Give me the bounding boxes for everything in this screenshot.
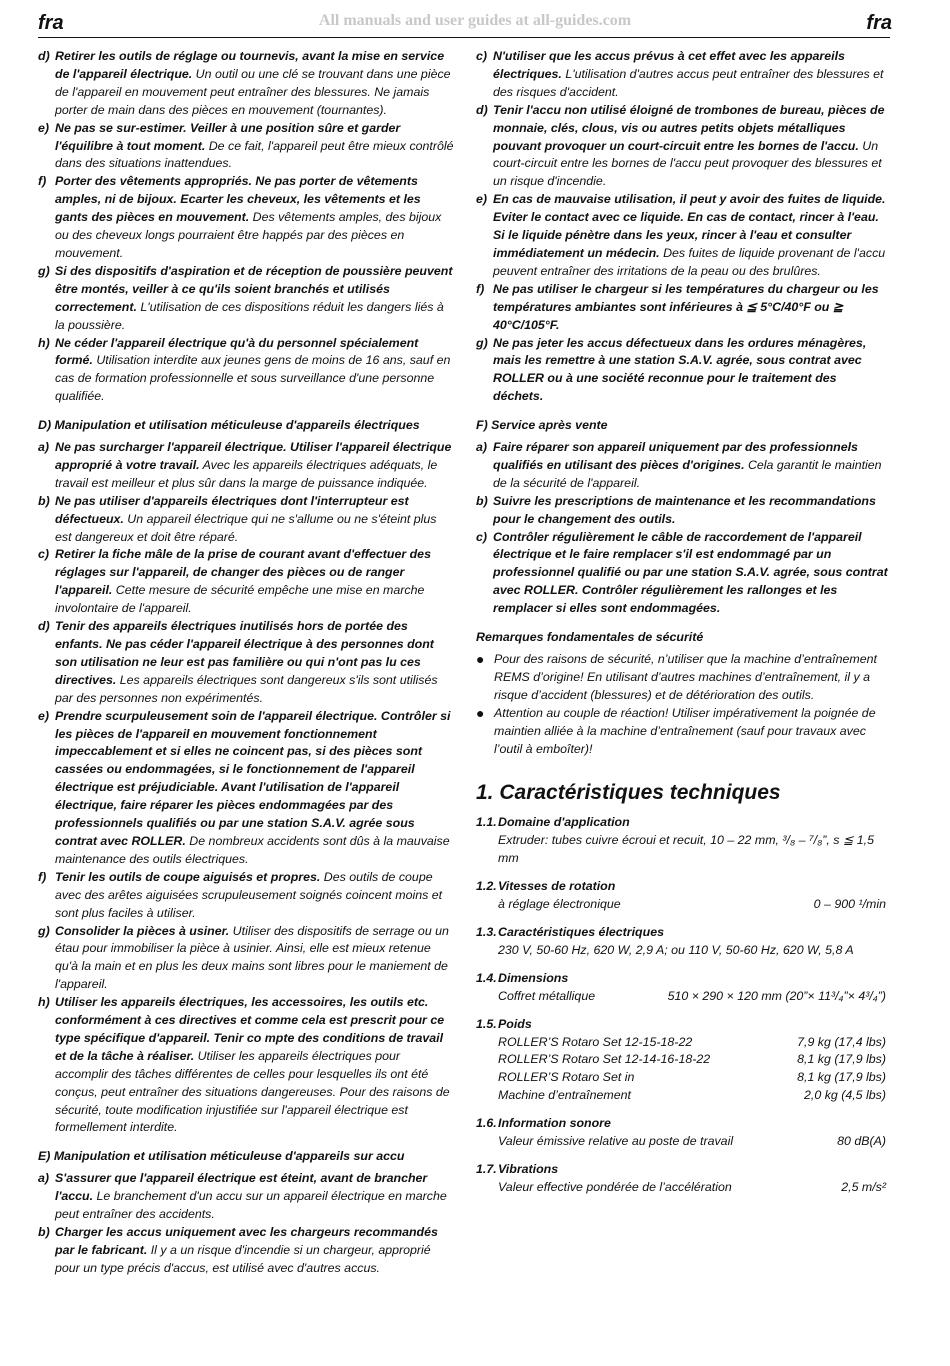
item-label: a): [38, 1171, 50, 1186]
bullet-icon: ●: [476, 704, 485, 721]
spec-row: [476, 896, 890, 914]
spec-heading: [476, 1161, 890, 1179]
spec-key: Machine d’entraînement: [498, 1088, 631, 1103]
safety-list-d: [38, 439, 456, 1137]
spec-row: [476, 1133, 890, 1151]
item-bold-text: Ne pas utiliser d'appareils électriques dont l'interrupteur est défectueux.: [55, 493, 409, 526]
item-text: Avec les appareils électriques adéquats, le travail est meilleur et plus sûr dans la marge de puissance indiquée.: [55, 457, 438, 490]
header-divider: [38, 37, 890, 38]
item-body: [493, 281, 890, 335]
item-bold-text: Ne pas surcharger l'appareil électrique. Utiliser l'appareil électrique approprié à votre travail.: [55, 440, 452, 472]
item-bold-text: S'assurer que l'appareil électrique est éteint, avant de brancher l'accu.: [55, 1171, 428, 1204]
item-label: f): [476, 281, 485, 296]
item-body: [55, 923, 456, 995]
safety-item: [38, 546, 456, 618]
spec-dimensions: [476, 970, 890, 1006]
spec-row: [476, 988, 890, 1006]
spec-key: ROLLER’S Rotaro Set 12-15-18-22: [498, 1034, 693, 1049]
section-heading-f: F) Service après vente: [476, 418, 608, 433]
item-label: f): [38, 869, 47, 884]
section-heading-e: E) Manipulation et utilisation méticuleuse d'appareils sur accu: [38, 1149, 405, 1164]
item-label: c): [476, 49, 488, 63]
item-body: [55, 439, 456, 493]
spec-heading: [476, 924, 890, 942]
spec-title: Vibrations: [498, 1161, 559, 1176]
safety-item: [38, 335, 456, 407]
spec-value: Extruder: tubes cuivre écroui et recuit, 10 – 22 mm, ³/₈ – ⁷/₈”, s ≦ 1,5 mm: [498, 833, 874, 866]
spec-heading: [476, 1115, 890, 1133]
spec-value: 8,1 kg (17,9 lbs): [797, 1070, 886, 1085]
item-text: De nombreux accidents sont dûs à la mauvaise maintenance des outils électriques.: [55, 833, 450, 866]
spec-row: [476, 1051, 890, 1069]
spec-value: 8,1 kg (17,9 lbs): [797, 1052, 886, 1067]
safety-item: [38, 708, 456, 869]
item-text: Un court-circuit entre les bornes de l'accu peut provoquer des blessures et un risque d'incendie.: [493, 138, 882, 189]
spec-heading: [476, 970, 890, 988]
item-label: d): [476, 102, 488, 117]
item-text: Utiliser les appareils électriques pour accomplir des tâches différentes de celles pour lesquelles ils ont été conçus, peut entraîner des situations dangereuses. Pour des raisons de sécurité, toute modification injustifiée sur l'appareil électrique est formellement interdite.: [55, 1048, 450, 1135]
item-label: b): [38, 1225, 50, 1239]
safety-item: [38, 923, 456, 995]
spec-row: [476, 1069, 890, 1087]
item-body: [55, 1224, 456, 1278]
item-text: Un outil ou une clé se trouvant dans une pièce de l'appareil en mouvement peut entraîner des blessures. Ne jamais porter de main dans des pièces en mouvement (tournantes).: [55, 66, 451, 117]
item-label: h): [38, 335, 50, 350]
item-bold-text: Tenir l'accu non utilisé éloigné de trombones de bureau, pièces de monnaie, clés, clous, vis ou autres petits objets métalliques pouvant provoquer un court-circuit entre les bornes de l'accu.: [493, 102, 885, 153]
item-bold-text: Ne pas utiliser le chargeur si les températures du chargeur ou les températures ambiantes sont inférieures à ≦ 5°C/40°F ou ≧ 40°C/105°F.: [493, 281, 879, 332]
safety-item: [38, 1170, 456, 1224]
remark-item: [476, 705, 890, 759]
item-label: b): [476, 493, 488, 508]
spec-title: Caractéristiques électriques: [498, 924, 664, 939]
item-body: [55, 618, 456, 708]
item-text: Utiliser des dispositifs de serrage ou un étau pour immobiliser la pièce à usinier. Ainsi, elle est mieux retenue qu'à la main et en plus les deux mains sont libres pour le maniement de l'appareil.: [55, 923, 449, 992]
language-label-right: fra: [866, 12, 892, 34]
spec-heading: [476, 814, 890, 832]
item-label: g): [38, 263, 50, 278]
spec-title: Domaine d'application: [498, 815, 630, 830]
spec-row: [476, 1034, 890, 1052]
item-bold-text: Contrôler régulièrement le câble de raccordement de l'appareil électrique et le faire remplacer s'il est endommagé par un professionnel qualifié ou par une station S.A.V. agrée, sous contrat avec ROLLER. Contrôler régulièrement les rallonges et les remplacer si elles sont endommagées.: [493, 529, 888, 616]
item-text: Un appareil électrique qui ne s'allume ou ne s'éteint plus est dangereux et doit être réparé.: [55, 511, 437, 544]
safety-list-e-continued: [476, 48, 890, 406]
safety-item: [38, 48, 456, 120]
safety-item: [38, 869, 456, 923]
safety-item: [38, 493, 456, 547]
item-label: h): [38, 995, 50, 1010]
item-body: [55, 546, 456, 618]
language-label-left: fra: [38, 12, 64, 34]
safety-item: [476, 335, 890, 407]
spec-key: ROLLER’S Rotaro Set 12-14-16-18-22: [498, 1052, 711, 1067]
safety-item: [38, 173, 456, 263]
item-text: Les appareils électriques sont dangereux s'ils sont utilisés par des personnes non expérimentés.: [55, 672, 438, 705]
item-label: a): [38, 440, 50, 455]
item-body: [493, 493, 890, 529]
item-bold-text: Si des dispositifs d'aspiration et de réception de poussière peuvent être montés, veiller à ce qu'ils soient branchés et utilisés correctement.: [55, 263, 453, 314]
item-text: L'utilisation de ces dispositions réduit les dangers liés à la poussière.: [55, 299, 444, 332]
safety-list-e: [38, 1170, 456, 1277]
safety-item: [476, 281, 890, 335]
item-bold-text: Tenir des appareils électriques inutilisés hors de portée des enfants. Ne pas céder l'appareil électrique à des personnes dont son utilisation ne leur est pas familière ou qui n'ont pas lu ces directives.: [55, 619, 434, 687]
item-label: c): [38, 547, 50, 562]
spec-weight: [476, 1016, 890, 1106]
safety-item: [38, 1224, 456, 1278]
item-label: d): [38, 49, 50, 63]
item-label: c): [476, 529, 488, 544]
item-bold-text: Porter des vêtements appropriés. Ne pas porter de vêtements amples, ni de bijoux. Ecarter les cheveux, les vêtements et les gants des pièces en mouvement.: [55, 174, 421, 225]
spec-number: 1.1.: [476, 815, 497, 830]
spec-key: Coffret métallique: [498, 988, 596, 1003]
item-bold-text: N'utiliser que les accus prévus à cet effet avec les appareils électriques.: [493, 49, 845, 81]
item-body: [493, 48, 890, 102]
item-text: De ce fait, l'appareil peut être mieux contrôlé dans des situations inattendues.: [55, 138, 454, 171]
remark-text: Attention au couple de réaction! Utiliser impérativement la poignée de maintien alliée à la machine d’entraînement (sauf pour travaux avec l’outil à emboîter)!: [494, 705, 876, 756]
item-body: [55, 1170, 456, 1224]
safety-list-c: [38, 48, 456, 406]
item-text: Il y a un risque d'incendie si un chargeur, approprié pour un type précis d'accus, est utilisé avec d'autres accus.: [55, 1242, 431, 1275]
item-bold-text: Suivre les prescriptions de maintenance et les recommandations pour le changement des outils.: [493, 493, 876, 526]
spec-number: 1.5.: [476, 1016, 497, 1031]
spec-number: 1.4.: [476, 970, 497, 985]
item-text: Des fuites de liquide provenant de l'accu peuvent entraîner des irritations de la peau ou des brulûres.: [493, 245, 886, 278]
watermark: All manuals and user guides at all-guides.com: [318, 12, 632, 29]
spec-row: [476, 1087, 890, 1105]
item-bold-text: Retirer les outils de réglage ou tournevis, avant la mise en service de l'appareil électrique.: [55, 49, 445, 81]
item-text: Utilisation interdite aux jeunes gens de moins de 16 ans, sauf en cas de formation professionnelle et sous surveillance d'une personne qualifiée.: [55, 353, 451, 404]
item-bold-text: Ne pas se sur-estimer. Veiller à une position sûre et garder l'équilibre à tout moment.: [55, 120, 401, 153]
safety-item: [38, 120, 456, 174]
item-label: e): [38, 708, 50, 723]
spec-value: 510 × 290 × 120 mm (20”× 11³/₄”× 4³/₄”): [667, 988, 886, 1003]
item-bold-text: Faire réparer son appareil uniquement par des professionnels qualifiés en utilisant des pièces d'origines.: [493, 440, 858, 472]
item-label: a): [476, 440, 488, 455]
item-bold-text: Charger les accus uniquement avec les chargeurs recommandés par le fabricant.: [55, 1225, 438, 1257]
item-body: [493, 439, 890, 493]
section-heading-d: D) Manipulation et utilisation méticuleuse d'appareils électriques: [38, 418, 420, 433]
right-column: [476, 48, 890, 1197]
spec-value: 0 – 900 ¹/min: [813, 897, 886, 912]
spec-value: 7,9 kg (17,4 lbs): [797, 1034, 886, 1049]
item-text: Des outils de coupe avec des arêtes aiguisées scrupuleusement soignés coincent moins et sont plus faciles à utiliser.: [55, 869, 443, 920]
bullet-icon: ●: [476, 651, 485, 667]
spec-value: 80 dB(A): [837, 1134, 886, 1149]
safety-item: [38, 994, 456, 1137]
spec-number: 1.7.: [476, 1161, 497, 1176]
item-body: [55, 493, 456, 547]
item-body: [493, 529, 890, 619]
spec-title: Vitesses de rotation: [498, 879, 616, 894]
item-label: b): [38, 493, 50, 508]
item-label: d): [38, 619, 50, 634]
item-label: f): [38, 174, 47, 189]
item-bold-text: Retirer la fiche mâle de la prise de courant avant d'effectuer des réglages sur l'appareil, de changer des pièces ou de ranger l'appareil.: [55, 547, 431, 598]
item-bold-text: Prendre scurpuleusement soin de l'appareil électrique. Contrôler si les pièces de l'appareil en mouvement fonctionnement impeccablement et si elles ne coincent pas, si des pièces sont cassées ou endommagées, si le fonctionnement de l'appareil électrique est préjudiciable. Avant l'utilisation de l'appareil électrique, faire réparer les pièces endommagées par des professionnels qualifiés ou par une station S.A.V. agrée sous contrat avec ROLLER.: [55, 708, 451, 848]
item-bold-text: Tenir les outils de coupe aiguisés et propres.: [55, 869, 321, 884]
spec-title: Information sonore: [498, 1116, 611, 1131]
spec-rotation-speed: [476, 878, 890, 914]
safety-item: [476, 529, 890, 619]
spec-application: [476, 814, 890, 868]
spec-heading: [476, 878, 890, 896]
spec-title: Poids: [498, 1016, 532, 1031]
safety-item: [476, 493, 890, 529]
item-body: [55, 869, 456, 923]
remarks-heading: Remarques fondamentales de sécurité: [476, 630, 704, 645]
item-bold-text: En cas de mauvaise utilisation, il peut y avoir des fuites de liquide. Eviter le contact avec ce liquide. En cas de contact, rincer à l'eau. Si le liquide pénètre dans les yeux, rincer à l'eau et consulter immédiatement un médecin.: [493, 192, 886, 260]
safety-item: [476, 191, 890, 281]
safety-list-f: [476, 439, 890, 618]
item-body: [55, 708, 456, 869]
safety-item: [38, 263, 456, 335]
spec-vibrations: [476, 1161, 890, 1197]
item-text: Cela garantit le maintien de la sécurité de l'appareil.: [493, 457, 882, 490]
spec-key: à réglage électronique: [498, 897, 621, 912]
spec-value: 2,0 kg (4,5 lbs): [804, 1088, 886, 1103]
safety-item: [476, 102, 890, 192]
remark-item: [476, 651, 890, 705]
item-bold-text: Ne pas jeter les accus défectueux dans les ordures ménagères, mais les remettre à une station S.A.V. agrée, sous contrat avec ROLLER ou à une société reconnue pour le traitement des déchets.: [493, 335, 867, 404]
spec-number: 1.2.: [476, 879, 497, 894]
item-label: e): [38, 120, 50, 135]
item-body: [55, 48, 456, 120]
spec-key: ROLLER’S Rotaro Set in: [498, 1070, 635, 1085]
item-body: [55, 120, 456, 174]
item-body: [55, 335, 456, 407]
safety-item: [476, 48, 890, 102]
item-bold-text: Consolider la pièces à usiner.: [55, 923, 230, 938]
item-text: L'utilisation d'autres accus peut entraîner des blessures et des risques d'accident.: [493, 66, 884, 99]
spec-electrical: [476, 924, 890, 960]
item-text: Des vêtements amples, des bijoux ou des cheveux longs pourraient être happés par des pièces en mouvement.: [55, 210, 442, 260]
safety-item: [476, 439, 890, 493]
item-bold-text: Ne céder l'appareil électrique qu'à du personnel spécialement formé.: [55, 335, 419, 368]
safety-item: [38, 439, 456, 493]
spec-sound: [476, 1115, 890, 1151]
item-label: g): [38, 923, 50, 938]
item-text: Le branchement d'un accu sur un appareil électrique en marche peut entraîner des accidents.: [55, 1189, 447, 1222]
item-body: [55, 173, 456, 263]
item-body: [493, 335, 890, 407]
item-body: [55, 263, 456, 335]
spec-value: 230 V, 50-60 Hz, 620 W, 2,9 A; ou 110 V, 50-60 Hz, 620 W, 5,8 A: [498, 942, 854, 957]
left-column: [38, 48, 456, 1278]
spec-number: 1.6.: [476, 1116, 497, 1131]
remark-text: Pour des raisons de sécurité, n’utiliser que la machine d’entraînement REMS d’origine! En utilisant d’autres machines d’entraînement, il y a risque d’accident (blessures) et de détérioration des outils.: [494, 652, 877, 702]
spec-number: 1.3.: [476, 924, 497, 939]
item-body: [493, 102, 890, 192]
spec-key: Valeur émissive relative au poste de travail: [498, 1134, 734, 1149]
safety-item: [38, 618, 456, 708]
item-label: e): [476, 192, 488, 207]
spec-value: 2,5 m/s²: [841, 1179, 886, 1194]
item-bold-text: Utiliser les appareils électriques, les accessoires, les outils etc. conformément à ces directives et comme cela est prescrit pour ce type spécifique d'appareil. Tenir co mpte des conditions de travail et de la tâche à réaliser.: [55, 995, 445, 1063]
item-label: g): [476, 335, 488, 350]
tech-specs-title: 1. Caractéristiques techniques: [476, 781, 781, 805]
spec-row: [476, 1179, 890, 1197]
item-body: [55, 994, 456, 1137]
item-text: Cette mesure de sécurité empêche une mise en marche involontaire de l'appareil.: [55, 583, 425, 616]
spec-heading: [476, 1016, 890, 1034]
item-body: [493, 191, 890, 281]
spec-key: Valeur effective pondérée de l’accélération: [498, 1179, 732, 1194]
spec-title: Dimensions: [498, 970, 569, 985]
